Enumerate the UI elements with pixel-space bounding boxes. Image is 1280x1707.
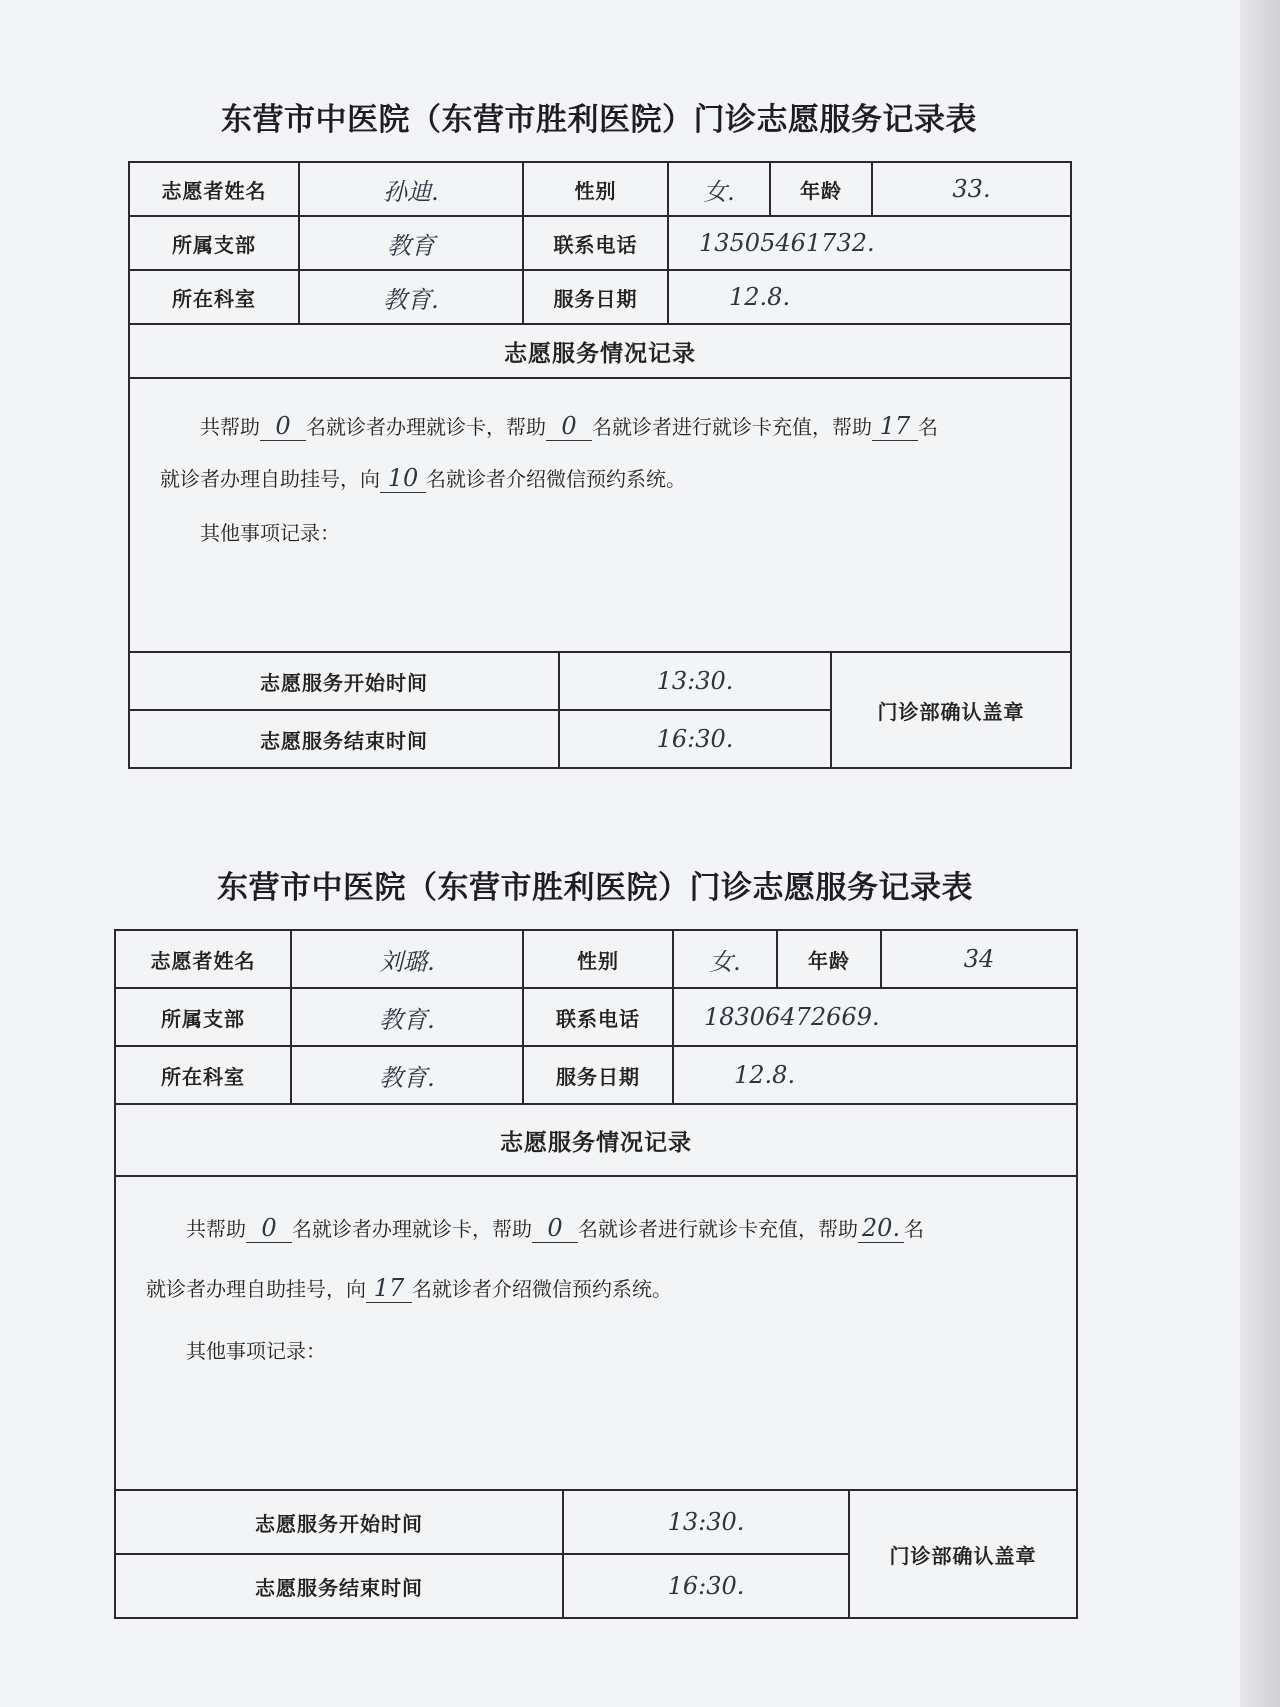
- table-row: [129, 162, 1071, 216]
- record-body: [129, 378, 1071, 652]
- record-line-1: 共帮助 0 名就诊者办理就诊卡，帮助 0 名就诊者进行就诊卡充值，帮助 17 名: [200, 412, 938, 440]
- count-card-blank: 0: [260, 412, 306, 441]
- table-row: [115, 1176, 1077, 1490]
- date-value: 12.8.: [673, 1046, 1077, 1104]
- end-label: 志愿服务结束时间: [129, 710, 559, 768]
- phone-label: 联系电话: [523, 216, 668, 270]
- table-row: [129, 652, 1071, 710]
- count-wechat-blank: 10: [380, 464, 426, 493]
- table-row: [129, 378, 1071, 652]
- branch-value: 教育: [299, 216, 523, 270]
- count-register-blank: 17: [872, 412, 918, 441]
- count-register-blank: 20.: [858, 1214, 904, 1243]
- form-title: 东营市中医院（东营市胜利医院）门诊志愿服务记录表: [221, 102, 977, 138]
- section-heading: 志愿服务情况记录: [129, 324, 1071, 378]
- dept-value: 教育.: [291, 1046, 523, 1104]
- other-notes-label: 其他事项记录：: [200, 521, 340, 545]
- form-title: 东营市中医院（东营市胜利医院）门诊志愿服务记录表: [217, 870, 973, 906]
- name-label: 志愿者姓名: [115, 930, 291, 988]
- record-line-2: 就诊者办理自助挂号，向 10 名就诊者介绍微信预约系统。: [160, 464, 686, 492]
- name-label: 志愿者姓名: [129, 162, 299, 216]
- age-value: 33.: [872, 162, 1071, 216]
- table-row: [115, 1490, 1077, 1554]
- end-value: 16:30.: [559, 710, 831, 768]
- gender-value: 女.: [668, 162, 770, 216]
- table-row: [129, 324, 1071, 378]
- branch-label: 所属支部: [129, 216, 299, 270]
- phone-value: 13505461732.: [668, 216, 1071, 270]
- stamp-label: 门诊部确认盖章: [849, 1490, 1077, 1618]
- age-value: 34: [881, 930, 1077, 988]
- date-value: 12.8.: [668, 270, 1071, 324]
- age-label: 年龄: [777, 930, 881, 988]
- phone-value: 18306472669.: [673, 988, 1077, 1046]
- record-form-2: [114, 862, 1076, 1619]
- gender-label: 性别: [523, 930, 673, 988]
- record-line-2: 就诊者办理自助挂号，向 17 名就诊者介绍微信预约系统。: [146, 1274, 672, 1302]
- count-recharge-blank: 0: [546, 412, 592, 441]
- phone-label: 联系电话: [523, 988, 673, 1046]
- time-table: [128, 651, 1072, 769]
- gender-label: 性别: [523, 162, 668, 216]
- dept-label: 所在科室: [129, 270, 299, 324]
- background-edge: [1240, 0, 1280, 1707]
- start-value: 13:30.: [559, 652, 831, 710]
- age-label: 年龄: [770, 162, 872, 216]
- start-label: 志愿服务开始时间: [129, 652, 559, 710]
- stamp-label: 门诊部确认盖章: [831, 652, 1071, 768]
- form-table: [128, 161, 1072, 653]
- branch-value: 教育.: [291, 988, 523, 1046]
- branch-label: 所属支部: [115, 988, 291, 1046]
- dept-value: 教育.: [299, 270, 523, 324]
- table-row: [129, 216, 1071, 270]
- count-recharge-blank: 0: [532, 1214, 578, 1243]
- table-row: [115, 988, 1077, 1046]
- start-label: 志愿服务开始时间: [115, 1490, 563, 1554]
- record-line-1: 共帮助 0 名就诊者办理就诊卡，帮助 0 名就诊者进行就诊卡充值，帮助 20. 名: [186, 1214, 924, 1242]
- record-body: [115, 1176, 1077, 1490]
- date-label: 服务日期: [523, 270, 668, 324]
- gender-value: 女.: [673, 930, 777, 988]
- count-card-blank: 0: [246, 1214, 292, 1243]
- dept-label: 所在科室: [115, 1046, 291, 1104]
- name-value: 孙迪.: [299, 162, 523, 216]
- count-wechat-blank: 17: [366, 1274, 412, 1303]
- section-heading: 志愿服务情况记录: [115, 1104, 1077, 1176]
- table-row: [115, 1104, 1077, 1176]
- form-table: [114, 929, 1078, 1491]
- end-label: 志愿服务结束时间: [115, 1554, 563, 1618]
- time-table: [114, 1489, 1078, 1619]
- name-value: 刘璐.: [291, 930, 523, 988]
- table-row: [129, 270, 1071, 324]
- table-row: [115, 1046, 1077, 1104]
- date-label: 服务日期: [523, 1046, 673, 1104]
- other-notes-label: 其他事项记录：: [186, 1339, 326, 1363]
- start-value: 13:30.: [563, 1490, 849, 1554]
- table-row: [115, 930, 1077, 988]
- end-value: 16:30.: [563, 1554, 849, 1618]
- record-form-1: [128, 94, 1070, 769]
